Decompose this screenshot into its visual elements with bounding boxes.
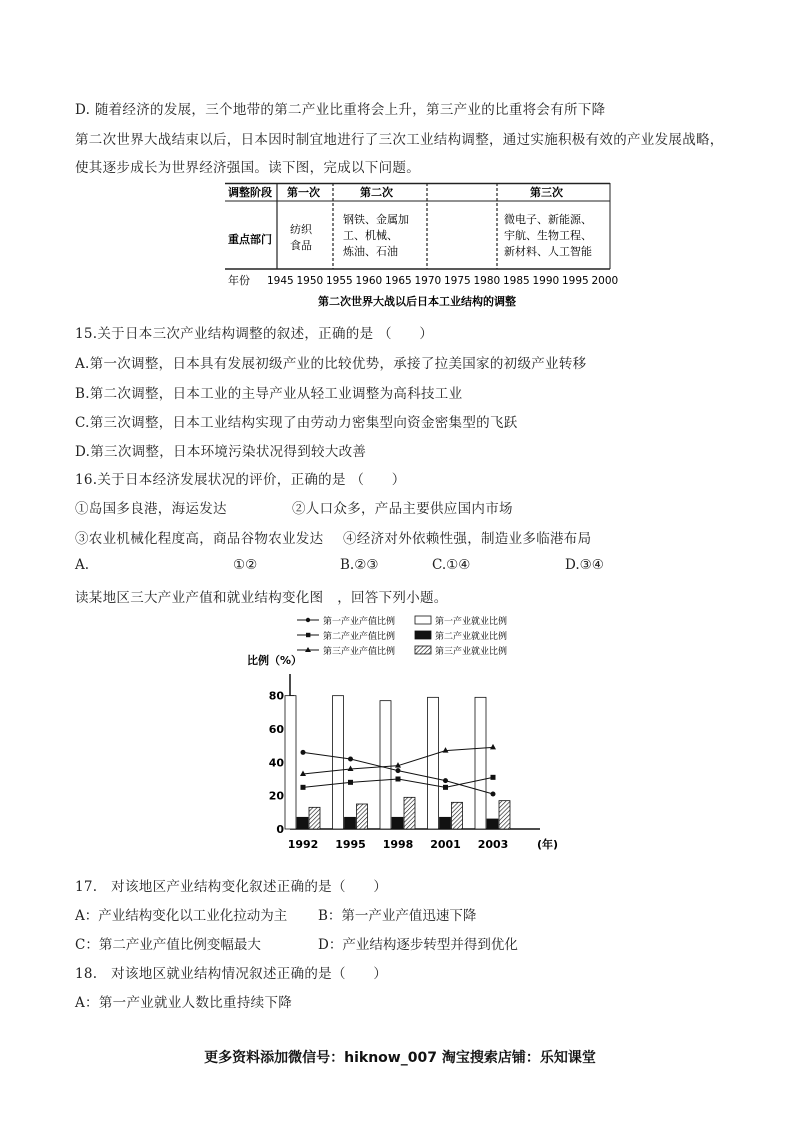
x-tick-label-1995: 1995 [335,838,366,851]
question-18-option-a: A：第一产业就业人数比重持续下降 [75,995,293,1011]
sector-3-line-2: 宇航、生物工程、 [504,229,592,242]
bar-s0-1995 [333,696,344,829]
bar-s0-1992 [285,696,296,829]
question-17: 17. 对该地区产业结构变化叙述正确的是（ ） [75,879,388,895]
intro-line-2: 使其逐步成长为世界经济强国。读下图，完成以下问题。 [75,160,420,176]
legend-label-0: 第一产业产值比例 [323,617,396,627]
question-18: 18. 对该地区就业结构情况叙述正确的是（ ） [75,966,388,982]
sector-2-line-1: 钢铁、金属加 [343,213,409,226]
legend-label-2: 第二产业产值比例 [323,632,396,642]
y-tick-label-40: 40 [268,756,284,770]
industry-structure-chart [245,612,565,857]
question-15-option-a: A.第一次调整，日本具有发展初级产业的比较优势，承接了拉美国家的初级产业转移 [75,356,587,372]
timeline-row-label: 重点部门 [228,233,272,246]
sector-1-line-2: 食品 [290,239,312,252]
bar-s2-1995 [357,804,368,829]
timeline-year-1945: 1945 [267,275,294,287]
question-15: 15.关于日本三次产业结构调整的叙述，正确的是 （ ） [75,326,434,342]
point-s1-1992 [301,785,306,790]
bar-s2-2003 [499,801,510,829]
bar-s0-2001 [428,697,439,829]
legend-marker-2 [306,633,310,637]
option-d-previous: D. 随着经济的发展，三个地带的第二产业比重将会上升，第三产业的比重将会有所下降 [75,102,606,118]
legend-swatch-3 [415,631,431,639]
chart-intro: 读某地区三大产业产值和就业结构变化图 ，回答下列小题。 [75,590,448,606]
point-s2-1995 [348,766,354,772]
timeline-year-label: 年份 [228,274,250,287]
question-16-option-a: ①② [233,557,258,573]
bar-s2-2001 [452,802,463,829]
chart-y-axis-label: 比例（%） [247,654,303,667]
timeline-caption: 第二次世界大战以后日本工业结构的调整 [318,295,516,308]
point-s0-2003 [491,792,496,797]
point-s2-2001 [443,747,449,753]
bar-s0-2003 [475,697,486,829]
timeline-figure [225,183,619,313]
timeline-year-1970: 1970 [414,275,442,287]
question-16-item-4: ④经济对外依赖性强，制造业多临港布局 [343,531,592,547]
timeline-year-1975: 1975 [444,275,471,287]
point-s1-2003 [491,775,496,780]
point-s0-2001 [443,778,448,783]
timeline-year-2000: 2000 [591,275,619,287]
question-17-option-b: B：第一产业产值迅速下降 [318,908,477,924]
point-s2-2003 [490,744,496,750]
timeline-year-1950: 1950 [296,275,324,287]
legend-label-5: 第三产业就业比例 [435,647,508,657]
question-17-option-c: C：第二产业产值比例变幅最大 [75,937,261,953]
point-s2-1992 [300,771,306,777]
sector-2-line-3: 炼油、石油 [343,245,398,258]
bar-s2-1998 [404,797,415,829]
bar-s1-2001 [440,817,451,829]
legend-marker-0 [306,618,310,622]
question-16-option-d: D.③④ [565,557,604,573]
legend-swatch-5 [415,646,431,654]
sector-2-line-2: 工、机械、 [343,229,398,242]
bar-s1-1995 [345,817,356,829]
question-16-option-c: C.①④ [432,557,471,573]
point-s0-1998 [396,768,401,773]
question-16-item-2: ②人口众多，产品主要供应国内市场 [292,501,513,517]
question-16-item-1: ①岛国多良港，海运发达 [75,501,227,517]
legend-swatch-1 [415,616,431,624]
timeline-year-1980: 1980 [473,275,501,287]
point-s1-1998 [396,777,401,782]
timeline-stage-1: 第一次 [287,186,320,199]
timeline-stage-3: 第三次 [530,186,563,199]
sector-1-line-1: 纺织 [290,223,312,236]
sector-3-line-3: 新材料、人工智能 [504,245,592,258]
point-s0-1995 [348,757,353,762]
timeline-year-1985: 1985 [503,275,530,287]
point-s1-1995 [348,780,353,785]
footer-text: 更多资料添加微信号：hiknow_007 淘宝搜索店铺：乐知课堂 [204,1050,596,1066]
timeline-year-1995: 1995 [562,275,589,287]
timeline-year-1955: 1955 [326,275,353,287]
chart-x-unit: (年) [537,838,559,851]
question-15-option-b: B.第二次调整，日本工业的主导产业从轻工业调整为高科技工业 [75,386,463,402]
bar-s2-1992 [309,807,320,829]
bar-s0-1998 [380,701,391,829]
question-16-option-b: B.②③ [340,557,379,573]
sector-3-line-1: 微电子、新能源、 [504,213,592,226]
intro-line-1: 第二次世界大战结束以后，日本因时制宜地进行了三次工业结构调整，通过实施积极有效的产业发展战略， [75,132,724,148]
question-16: 16.关于日本经济发展状况的评价，正确的是 （ ） [75,472,406,488]
legend-label-1: 第一产业就业比例 [435,617,508,627]
question-16-option-a-letter: A. [75,557,90,573]
bar-s1-1998 [392,817,403,829]
timeline-stage-2: 第二次 [360,186,393,199]
question-16-item-3: ③农业机械化程度高，商品谷物农业发达 [75,531,324,547]
y-tick-label-20: 20 [268,789,284,803]
bar-s1-1992 [297,817,308,829]
timeline-year-1960: 1960 [355,275,383,287]
question-15-option-c: C.第三次调整，日本工业结构实现了由劳动力密集型向资金密集型的飞跃 [75,415,518,431]
question-15-option-d: D.第三次调整，日本环境污染状况得到较大改善 [75,444,367,460]
point-s1-2001 [443,785,448,790]
y-tick-label-60: 60 [268,723,284,736]
timeline-header-label: 调整阶段 [228,186,272,199]
point-s0-1992 [301,750,306,755]
x-tick-label-2001: 2001 [430,838,461,851]
x-tick-label-1992: 1992 [287,838,319,851]
legend-label-4: 第三产业产值比例 [323,647,396,657]
y-tick-label-80: 80 [268,689,284,703]
x-tick-label-1998: 1998 [382,838,414,851]
bar-s1-2003 [487,819,498,829]
legend-label-3: 第二产业就业比例 [435,632,508,642]
timeline-year-1990: 1990 [532,275,560,287]
x-tick-label-2003: 2003 [477,838,509,851]
timeline-year-1965: 1965 [385,275,412,287]
question-17-option-d: D：产业结构逐步转型并得到优化 [318,937,518,953]
y-tick-label-0: 0 [276,823,284,836]
question-17-option-a: A：产业结构变化以工业化拉动为主 [75,908,288,924]
